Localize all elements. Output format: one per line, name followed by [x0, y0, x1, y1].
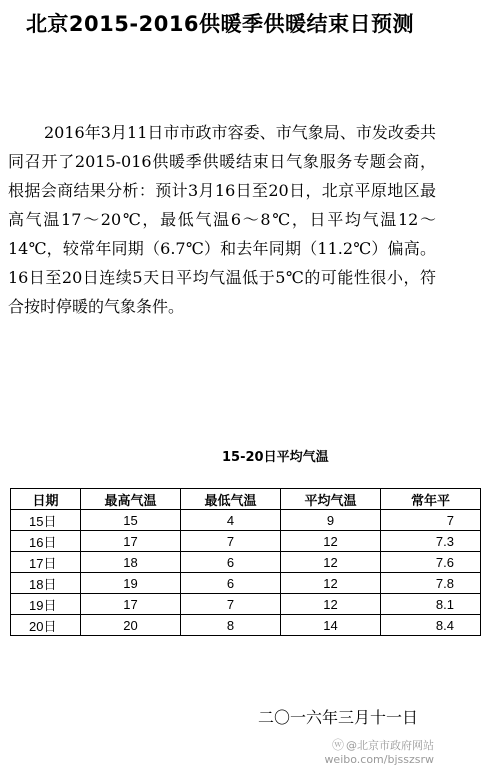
cell-avg-temp: 12: [281, 573, 381, 594]
cell-normal-temp: 8.4: [381, 615, 481, 636]
cell-avg-temp: 12: [281, 531, 381, 552]
cell-normal-temp: 7.3: [381, 531, 481, 552]
cell-min-temp: 7: [181, 594, 281, 615]
cell-date: 16日: [11, 531, 81, 552]
cell-max-temp: 19: [81, 573, 181, 594]
cell-date: 17日: [11, 552, 81, 573]
cell-normal-temp: 8.1: [381, 594, 481, 615]
cell-max-temp: 18: [81, 552, 181, 573]
table-header-row: [11, 489, 481, 510]
cell-date: 20日: [11, 615, 81, 636]
document-title: 北京2015-2016供暖季供暖结束日预测: [25, 12, 415, 36]
temperature-table: [10, 488, 481, 636]
cell-date: 18日: [11, 573, 81, 594]
table-row: [11, 573, 481, 594]
header-normal-temp: 常年平: [381, 489, 481, 510]
cell-min-temp: 6: [181, 552, 281, 573]
table-row: [11, 594, 481, 615]
cell-normal-temp: 7.8: [381, 573, 481, 594]
table-caption: 15-20日平均气温: [222, 450, 329, 465]
header-avg-temp: 平均气温: [281, 489, 381, 510]
cell-max-temp: 17: [81, 594, 181, 615]
cell-normal-temp: 7: [381, 510, 481, 531]
cell-date: 15日: [11, 510, 81, 531]
cell-min-temp: 6: [181, 573, 281, 594]
cell-max-temp: 17: [81, 531, 181, 552]
watermark-url: weibo.com/bjsszsrw: [324, 753, 434, 766]
watermark-account-text: @北京市政府网站: [346, 739, 434, 752]
table-row: [11, 552, 481, 573]
watermark-account: [324, 738, 434, 753]
cell-min-temp: 8: [181, 615, 281, 636]
cell-max-temp: 15: [81, 510, 181, 531]
table-row: [11, 531, 481, 552]
table-row: [11, 615, 481, 636]
cell-date: 19日: [11, 594, 81, 615]
cell-min-temp: 4: [181, 510, 281, 531]
cell-min-temp: 7: [181, 531, 281, 552]
signature-date: 二〇一六年三月十一日: [258, 708, 419, 727]
forecast-paragraph: 2016年3月11日市市政市容委、市气象局、市发改委共同召开了2015-016供暖季供暖结束日气象服务专题会商，根据会商结果分析：预计3月16日至20日，北京平原地区最高气温17～20℃，最低气温6～8℃，日平均气温12～14℃，较常年同期（6.7℃）和去年同期（11.2℃）偏高。16日至20日连续5天日平均气温低于5℃的可能性很小，符合按时停暖的气象条件。: [8, 123, 436, 316]
cell-max-temp: 20: [81, 615, 181, 636]
table-row: [11, 510, 481, 531]
cell-avg-temp: 12: [281, 594, 381, 615]
cell-avg-temp: 12: [281, 552, 381, 573]
cell-avg-temp: 9: [281, 510, 381, 531]
header-date: 日期: [11, 489, 81, 510]
table-body: [11, 510, 481, 636]
header-max-temp: 最高气温: [81, 489, 181, 510]
weibo-icon: ⓦ: [331, 738, 344, 752]
header-min-temp: 最低气温: [181, 489, 281, 510]
cell-normal-temp: 7.6: [381, 552, 481, 573]
cell-avg-temp: 14: [281, 615, 381, 636]
weibo-watermark: [324, 738, 434, 767]
